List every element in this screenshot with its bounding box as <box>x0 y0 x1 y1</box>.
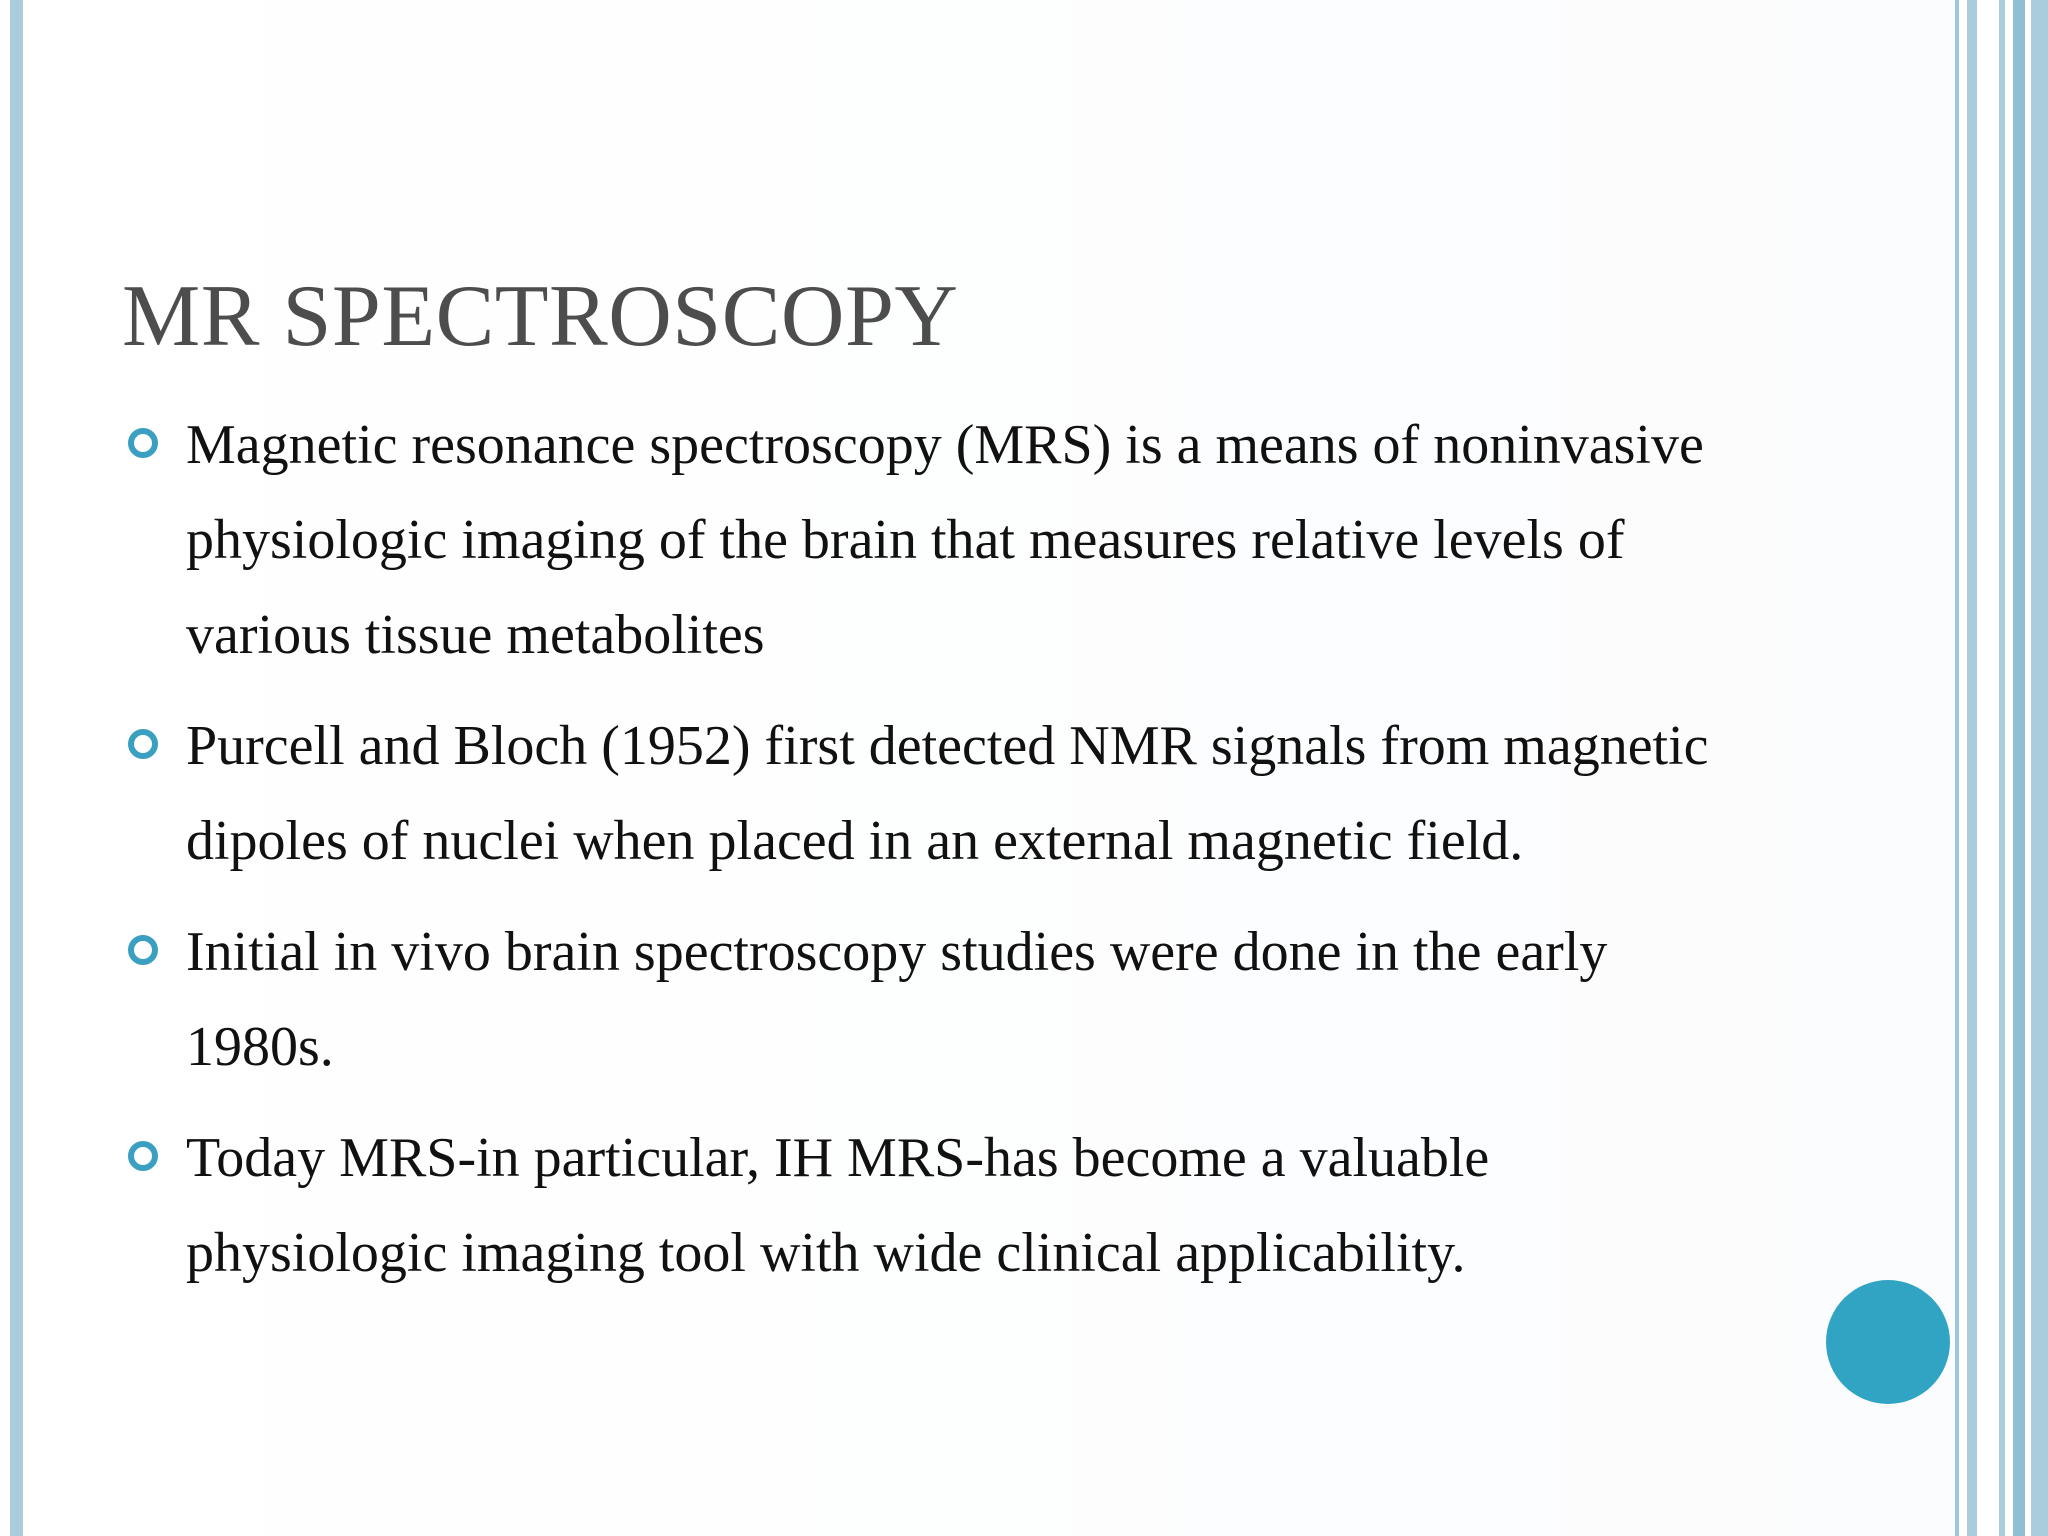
hollow-circle-bullet-icon <box>128 428 158 458</box>
bullet-list <box>128 398 1748 1317</box>
bullet-item <box>128 905 1748 1095</box>
decorative-circle-icon <box>1826 1280 1950 1404</box>
border-stripe <box>1977 0 1999 1536</box>
bullet-text: Initial in vivo brain spectroscopy studies were done in the early 1980s. <box>186 921 1608 1078</box>
hollow-circle-bullet-icon <box>128 729 158 759</box>
bullet-text: Magnetic resonance spectroscopy (MRS) is a means of noninvasive physiologic imaging of the brain that measures relative levels of various tissue metabolites <box>186 414 1704 666</box>
bullet-item <box>128 398 1748 683</box>
border-stripe <box>1959 0 1967 1536</box>
hollow-circle-bullet-icon <box>128 935 158 965</box>
slide-title: MR SPECTROSCOPY <box>122 267 959 365</box>
bullet-text: Purcell and Bloch (1952) first detected NMR signals from magnetic dipoles of nuclei when placed in an external magnetic field. <box>186 715 1709 872</box>
border-stripe <box>2013 0 2025 1536</box>
right-border-stripes <box>1955 0 2048 1536</box>
border-stripe <box>1967 0 1977 1536</box>
bullet-text: Today MRS-in particular, IH MRS-has become a valuable physiologic imaging tool with wide clinical applicability. <box>186 1127 1490 1284</box>
hollow-circle-bullet-icon <box>128 1141 158 1171</box>
border-stripe <box>2005 0 2013 1536</box>
bullet-item <box>128 1111 1748 1301</box>
bullet-item <box>128 699 1748 889</box>
left-border-rule <box>10 0 23 1536</box>
border-stripe <box>2031 0 2048 1536</box>
